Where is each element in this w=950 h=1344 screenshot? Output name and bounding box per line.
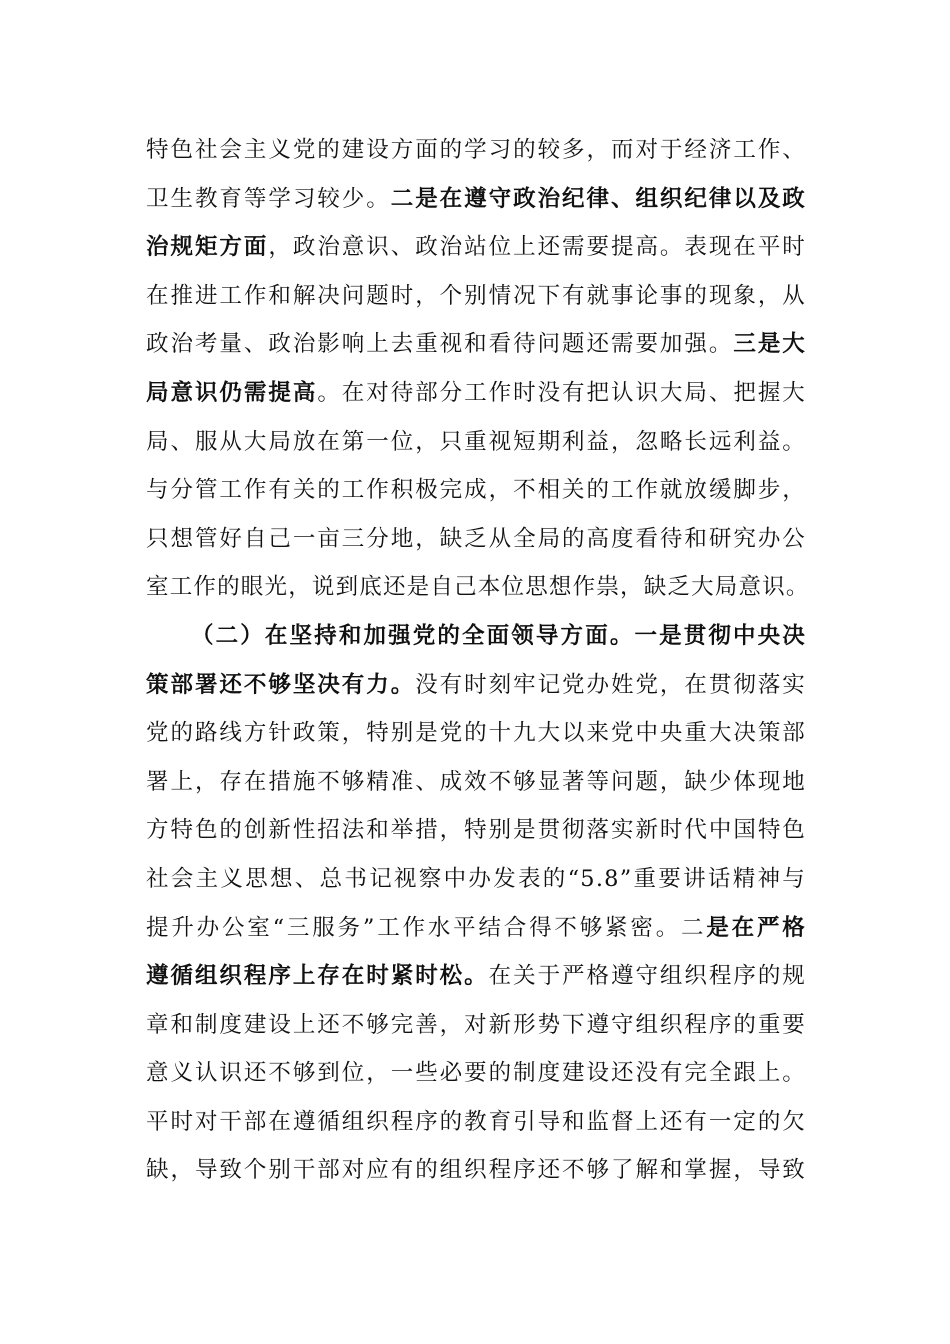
text-line (146, 418, 806, 467)
text-line (146, 175, 806, 224)
text-line (146, 515, 806, 564)
text-line (146, 563, 810, 612)
text-run: 只想管好自己一亩三分地，缺乏从全局的高度看待和研究办公 (146, 525, 806, 552)
text-run: 室工作的眼光，说到底还是自己本位思想作祟，缺乏大局意识。 (146, 574, 810, 601)
text-line (146, 855, 806, 904)
text-run: 政治考量、政治影响上去重视和看待问题还需要加强。 (146, 331, 734, 358)
text-run: 署上，存在措施不够精准、成效不够显著等问题，缺少体现地 (146, 768, 806, 795)
text-run: 。在对待部分工作时没有把认识大局、把握大 (317, 379, 806, 406)
text-line (146, 806, 806, 855)
text-line (146, 661, 806, 710)
text-line (146, 126, 806, 175)
text-run: 平时对干部在遵循组织程序的教育引导和监督上还有一定的欠 (146, 1108, 806, 1135)
text-run: 特色社会主义党的建设方面的学习的较多，而对于经济工作、 (146, 137, 806, 163)
text-line (146, 612, 806, 661)
bold-text-run: （二）在坚持和加强党的全面领导方面。一是贯彻中央决 (191, 622, 806, 649)
bold-text-run: 局意识仍需提高 (146, 379, 318, 406)
text-line (146, 223, 806, 272)
text-line (146, 369, 806, 418)
text-run: 缺，导致个别干部对应有的组织程序还不够了解和掌握，导致 (146, 1157, 806, 1184)
bold-text-run: 治规矩方面 (146, 234, 269, 261)
text-line (146, 709, 806, 758)
text-line (146, 904, 806, 953)
text-run: ，政治意识、政治站位上还需要提高。表现在平时 (268, 234, 806, 261)
text-line (146, 1146, 806, 1195)
text-run: 局、服从大局放在第一位，只重视短期利益，忽略长远利益。 (146, 428, 806, 455)
text-run: 党的路线方针政策，特别是党的十九大以来党中央重大决策部 (146, 720, 806, 747)
text-run: 在关于严格遵守组织程序的规 (488, 963, 806, 990)
bold-text-run: 是在严格 (706, 914, 806, 941)
text-run: 章和制度建设上还不够完善，对新形势下遵守组织程序的重要 (146, 1011, 806, 1038)
document-page (146, 126, 810, 1195)
text-run: 社会主义思想、总书记视察中办发表的“5.8”重要讲话精神与 (146, 865, 806, 892)
text-line (146, 320, 806, 369)
bold-text-run: 遵循组织程序上存在时紧时松。 (146, 963, 489, 990)
bold-text-run: 三是大 (733, 331, 806, 358)
text-run: 方特色的创新性招法和举措，特别是贯彻落实新时代中国特色 (146, 817, 806, 844)
text-line (146, 466, 806, 515)
bold-text-run: 策部署还不够坚决有力。 (146, 671, 416, 698)
text-line (146, 272, 806, 321)
text-run: 与分管工作有关的工作积极完成，不相关的工作就放缓脚步， (146, 477, 806, 504)
text-line (146, 758, 806, 807)
bold-text-run: 二是在遵守政治纪律、组织纪律以及政 (390, 185, 806, 212)
text-run: 意义认识还不够到位，一些必要的制度建设还没有完全跟上。 (146, 1060, 806, 1087)
text-line (146, 1001, 806, 1050)
text-run: 卫生教育等学习较少。 (146, 185, 391, 212)
text-line (146, 952, 806, 1001)
text-line (146, 1098, 806, 1147)
text-run: 没有时刻牢记党办姓党，在贯彻落实 (415, 671, 806, 698)
text-line (146, 1049, 806, 1098)
body-text (146, 126, 810, 1195)
text-run: 提升办公室“三服务”工作水平结合得不够紧密。二 (146, 914, 707, 941)
text-run: 在推进工作和解决问题时，个别情况下有就事论事的现象，从 (146, 282, 806, 309)
